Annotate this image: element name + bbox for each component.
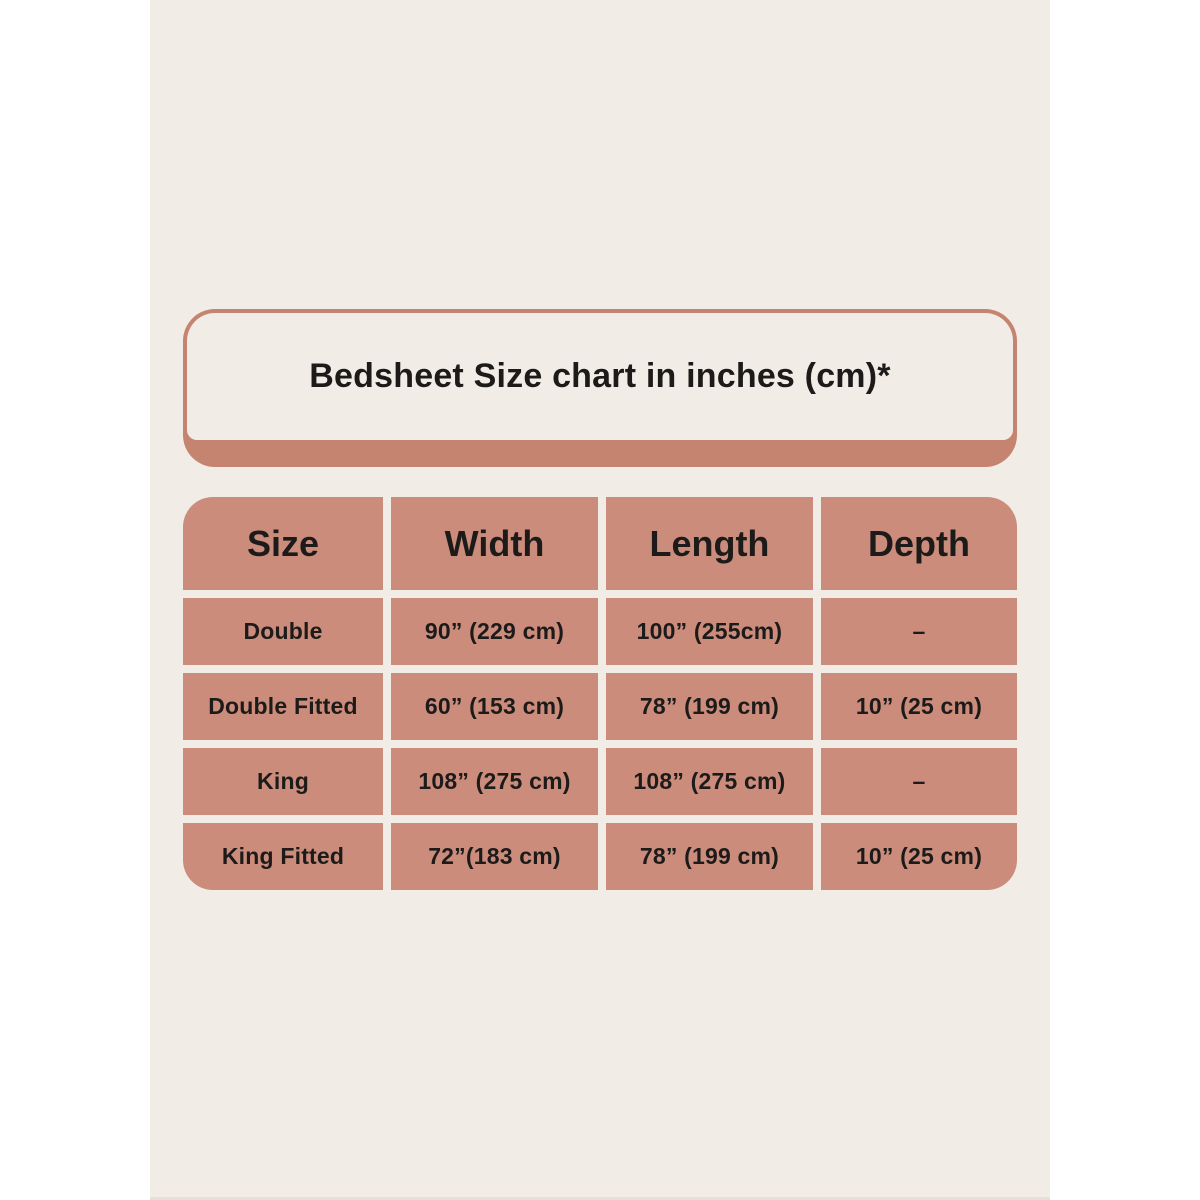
column-header-size: Size (183, 497, 383, 590)
cell-king-fitted-length: 78” (199 cm) (606, 823, 813, 890)
cell-double-depth: – (821, 598, 1017, 665)
row-label-double: Double (183, 598, 383, 665)
title-card-inner (187, 313, 1013, 440)
column-header-length: Length (606, 497, 813, 590)
title-card (183, 309, 1017, 467)
cell-king-fitted-width: 72”(183 cm) (391, 823, 598, 890)
cell-king-width: 108” (275 cm) (391, 748, 598, 815)
page-title: Bedsheet Size chart in inches (cm)* (309, 357, 891, 395)
infographic-panel (150, 0, 1050, 1200)
size-chart-table (183, 497, 1017, 890)
row-label-king-fitted: King Fitted (183, 823, 383, 890)
row-label-king: King (183, 748, 383, 815)
cell-double-fitted-depth: 10” (25 cm) (821, 673, 1017, 740)
cell-double-fitted-length: 78” (199 cm) (606, 673, 813, 740)
cell-double-length: 100” (255cm) (606, 598, 813, 665)
cell-king-depth: – (821, 748, 1017, 815)
cell-double-width: 90” (229 cm) (391, 598, 598, 665)
column-header-depth: Depth (821, 497, 1017, 590)
content-area (183, 0, 1017, 890)
cell-double-fitted-width: 60” (153 cm) (391, 673, 598, 740)
row-label-double-fitted: Double Fitted (183, 673, 383, 740)
cell-king-fitted-depth: 10” (25 cm) (821, 823, 1017, 890)
cell-king-length: 108” (275 cm) (606, 748, 813, 815)
column-header-width: Width (391, 497, 598, 590)
